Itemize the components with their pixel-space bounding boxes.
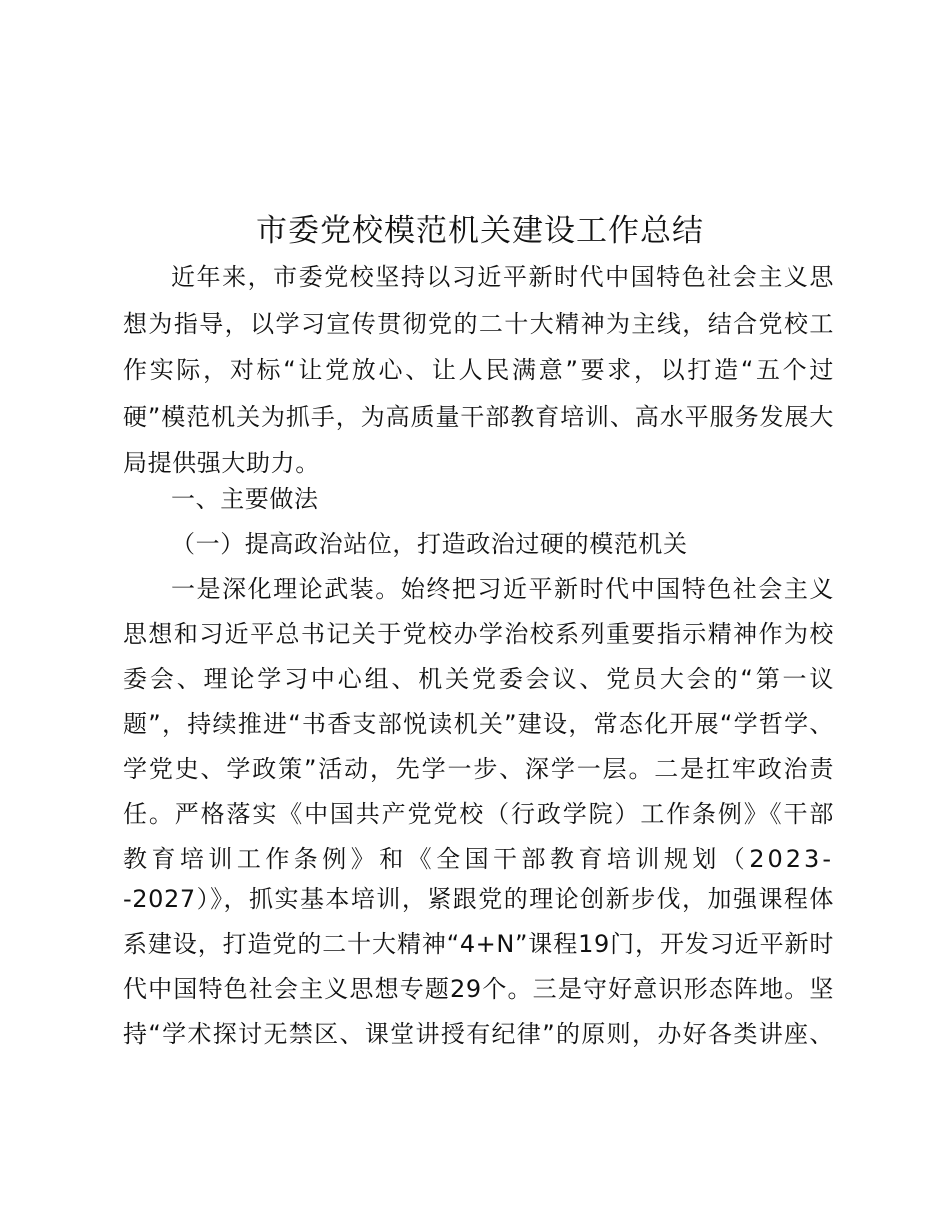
paragraph-line: 局提供强大助力。 [123,449,320,477]
paragraph-line: 教育培训工作条例》和《全国干部教育培训规划（2023- [123,845,834,873]
paragraph-line: 学党史、学政策”活动，先学一步、深学一层。二是扛牢政治责 [123,755,834,783]
paragraph-line: 想为指导，以学习宣传贯彻党的二十大精神为主线，结合党校工 [123,310,834,338]
paragraph-line: 一是深化理论武装。始终把习近平新时代中国特色社会主义 [171,575,834,603]
section-heading: 一、主要做法 [171,485,319,513]
paragraph-line: 题”，持续推进“书香支部悦读机关”建设，常态化开展“学哲学、 [123,710,834,738]
paragraph-line: 近年来，市委党校坚持以习近平新时代中国特色社会主义思 [171,263,834,291]
paragraph-line: 硬”模范机关为抓手，为高质量干部教育培训、高水平服务发展大 [123,403,834,431]
paragraph-line: 任。严格落实《中国共产党党校（行政学院）工作条例》《干部 [123,800,834,828]
subsection-heading: （一）提高政治站位，打造政治过硬的模范机关 [171,530,688,558]
document-title: 市委党校模范机关建设工作总结 [256,213,704,249]
paragraph-line: 作实际，对标“让党放心、让人民满意”要求，以打造“五个过 [123,356,834,384]
paragraph-line: 委会、理论学习中心组、机关党委会议、党员大会的“第一议 [123,665,834,693]
paragraph-line: 系建设，打造党的二十大精神“4+N”课程19门，开发习近平新时 [123,930,834,958]
paragraph-line: 代中国特色社会主义思想专题29个。三是守好意识形态阵地。坚 [123,975,834,1003]
paragraph-line: -2027）》，抓实基本培训，紧跟党的理论创新步伐，加强课程体 [123,885,834,913]
paragraph-line: 持“学术探讨无禁区、课堂讲授有纪律”的原则，办好各类讲座、 [123,1020,834,1048]
paragraph-line: 思想和习近平总书记关于党校办学治校系列重要指示精神作为校 [123,620,834,648]
